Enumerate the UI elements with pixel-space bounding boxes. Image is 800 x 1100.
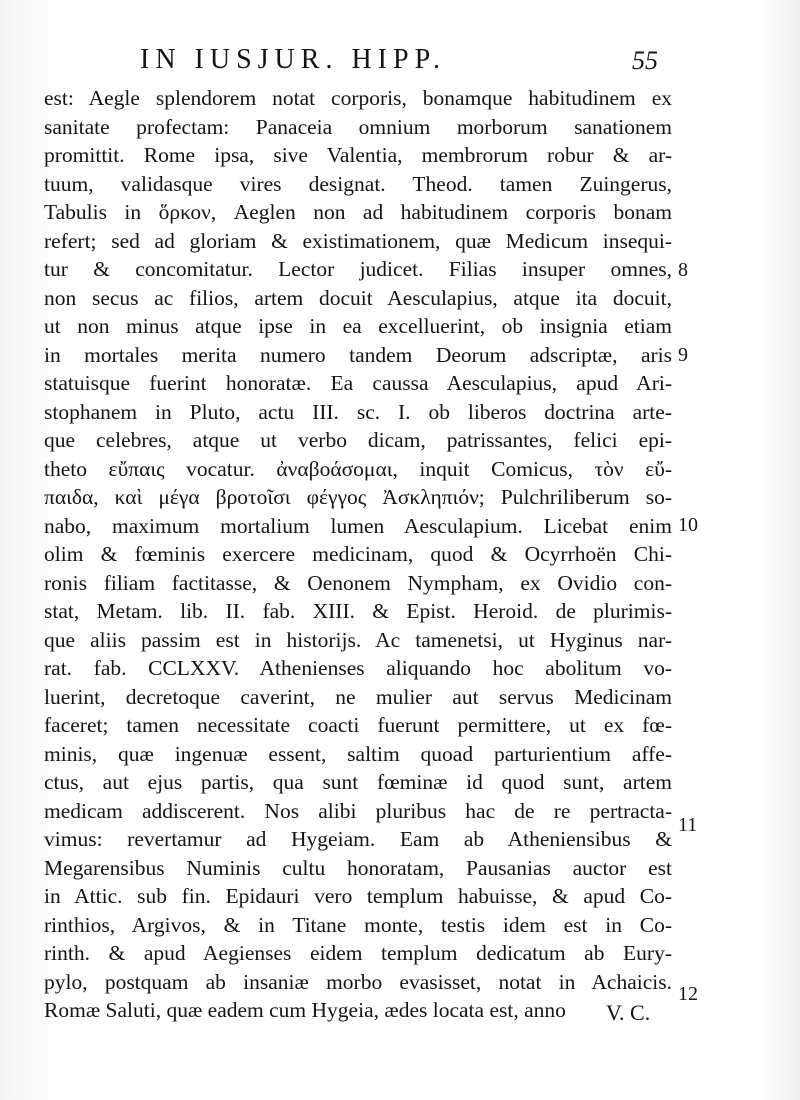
text-line: ronis filiam factitasse, & Oenonem Nympham, ex Ovidio con- xyxy=(44,570,672,595)
margin-number: 12 xyxy=(678,983,698,1005)
catchword: V. C. xyxy=(606,1000,651,1025)
text-line: faceret; tamen necessitate coacti fuerunt permittere, ut ex fœ- xyxy=(44,713,672,737)
text-line: olim & fœminis exercere medicinam, quod & Ocyrrhoën Chi- xyxy=(44,542,672,566)
running-title: IN IUSJUR. HIPP. xyxy=(140,44,447,75)
text-line: promittit. Rome ipsa, sive Valentia, membrorum robur & ar- xyxy=(44,143,672,167)
margin-number: 11 xyxy=(678,814,698,836)
text-line: luerint, decretoque caverint, ne mulier aut servus Medicinam xyxy=(44,684,672,709)
text-line: tur & concomitatur. Lector judicet. Filias insuper omnes, xyxy=(44,257,672,281)
text-line: statuisque fuerint honoratæ. Ea caussa Aesculapius, apud Ari- xyxy=(44,371,672,395)
text-line: refert; sed ad gloriam & existimationem, quæ Medicum insequi- xyxy=(44,228,672,253)
text-line: medicam addiscerent. Nos alibi pluribus hac de re pertracta- xyxy=(44,798,672,823)
text-line: rat. fab. CCLXXV. Athenienses aliquando hoc abolitum vo- xyxy=(44,656,672,680)
text-line: minis, quæ ingenuæ essent, saltim quoad parturientium affe- xyxy=(44,741,672,766)
page-number: 55 xyxy=(632,46,658,75)
text-line: stophanem in Pluto, actu III. sc. I. ob liberos doctrina arte- xyxy=(44,399,672,424)
text-line: que aliis passim est in historijs. Ac tamenetsi, ut Hyginus nar- xyxy=(44,627,672,652)
text-line: theto εὔπαις vocatur. ἀναβοάσομαι, inquit Comicus, τὸν εὔ- xyxy=(44,456,672,481)
text-line: παιδα, καὶ μέγα βροτοῖσι φέγγος Ἀσκληπιόν; Pulchriliberum so- xyxy=(44,485,672,509)
text-line: Tabulis in ὅρκον, Aeglen non ad habitudinem corporis bonam xyxy=(44,200,672,224)
text-line: Megarensibus Numinis cultu honoratam, Pausanias auctor est xyxy=(44,855,672,880)
text-line: non secus ac filios, artem docuit Aesculapius, atque ita docuit, xyxy=(44,285,672,310)
margin-number: 8 xyxy=(678,259,688,281)
text-line: pylo, postquam ab insaniæ morbo evasisset, notat in Achaicis. xyxy=(44,969,672,994)
text-line: Romæ Saluti, quæ eadem cum Hygeia, ædes locata est, anno xyxy=(44,998,566,1022)
text-line: est: Aegle splendorem notat corporis, bonamque habitudinem ex xyxy=(44,86,672,110)
text-line: rinthios, Argivos, & in Titane monte, testis idem est in Co- xyxy=(44,912,672,937)
text-line: in Attic. sub fin. Epidauri vero templum habuisse, & apud Co- xyxy=(44,884,672,908)
text-line: ctus, aut ejus partis, qua sunt fœminæ id quod sunt, artem xyxy=(44,770,672,794)
text-line: rinth. & apud Aegienses eidem templum dedicatum ab Eury- xyxy=(44,941,672,965)
text-line: ut non minus atque ipse in ea excelluerint, ob insignia etiam xyxy=(44,314,672,338)
text-line: in mortales merita numero tandem Deorum adscriptæ, aris xyxy=(44,342,672,367)
text-line: sanitate profectam: Panaceia omnium morborum sanationem xyxy=(44,114,672,139)
margin-number: 9 xyxy=(678,344,688,366)
text-line: nabo, maximum mortalium lumen Aesculapium. Licebat enim xyxy=(44,513,672,538)
text-line: stat, Metam. lib. II. fab. XIII. & Epist. Heroid. de plurimis- xyxy=(44,599,672,623)
text-line: vimus: revertamur ad Hygeiam. Eam ab Atheniensibus & xyxy=(44,827,672,851)
body-text xyxy=(44,84,672,1025)
text-line: tuum, validasque vires designat. Theod. tamen Zuingerus, xyxy=(44,171,672,196)
text-line: que celebres, atque ut verbo dicam, patrissantes, felici epi- xyxy=(44,428,672,452)
margin-number: 10 xyxy=(678,514,698,536)
